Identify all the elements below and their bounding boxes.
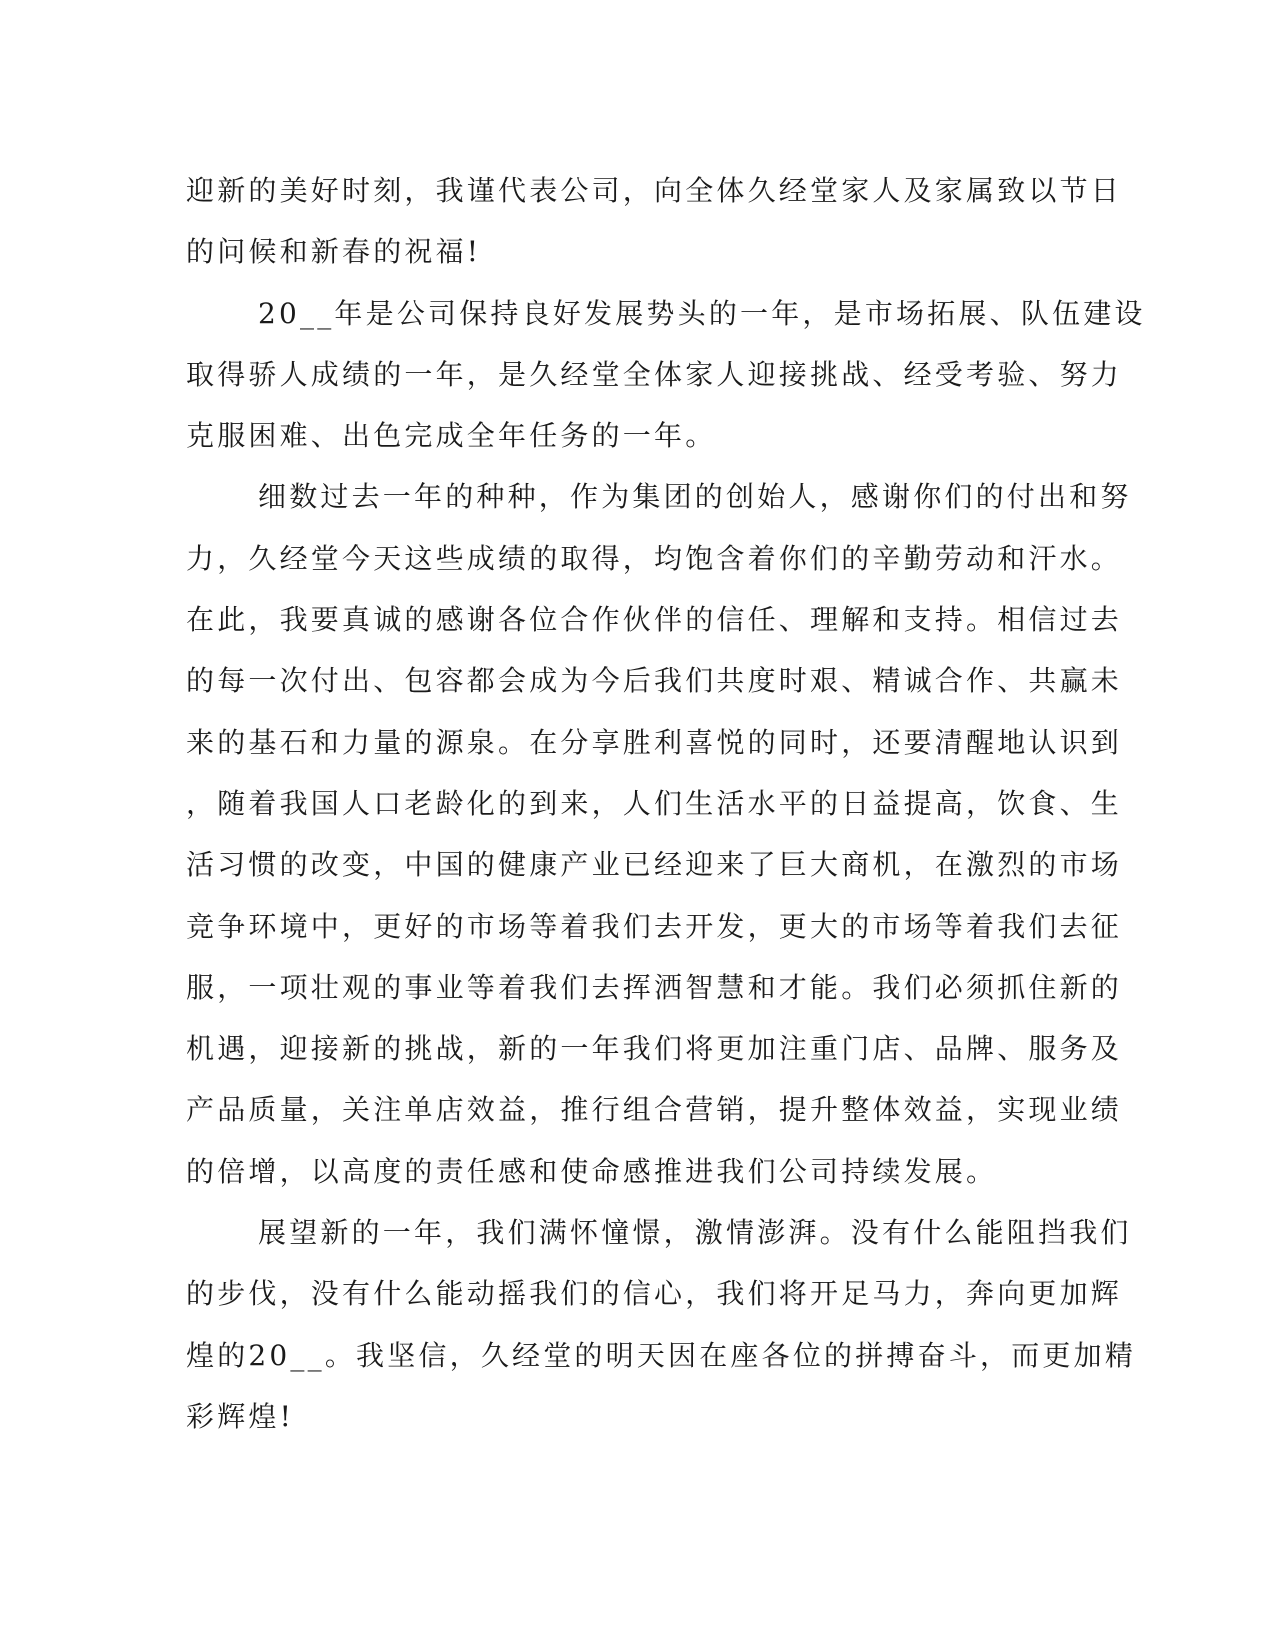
- text-line: 煌的20__。我坚信，久经堂的明天因在座各位的拼搏奋斗，而更加精: [186, 1338, 1137, 1372]
- text-line: 彩辉煌!: [186, 1399, 295, 1433]
- text-line: 产品质量，关注单店效益，推行组合营销，提升整体效益，实现业绩: [186, 1093, 1123, 1127]
- text-line: 的每一次付出、包容都会成为今后我们共度时艰、精诚合作、共赢未: [186, 664, 1123, 698]
- text-line: ，随着我国人口老龄化的到来，人们生活水平的日益提高，饮食、生: [186, 786, 1123, 820]
- text-line: 迎新的美好时刻，我谨代表公司，向全体久经堂家人及家属致以节日: [186, 174, 1123, 207]
- paragraph-first-line: 展望新的一年，我们满怀憧憬，激情澎湃。没有什么能阻挡我们: [258, 1216, 1132, 1250]
- text-line: 的步伐，没有什么能动摇我们的信心，我们将开足马力，奔向更加辉: [186, 1277, 1123, 1311]
- text-line: 的问候和新春的祝福!: [186, 235, 482, 269]
- text-line: 取得骄人成绩的一年，是久经堂全体家人迎接挑战、经受考验、努力: [186, 357, 1123, 391]
- document-body: [186, 160, 1146, 1447]
- text-line: 来的基石和力量的源泉。在分享胜利喜悦的同时，还要清醒地认识到: [186, 725, 1123, 759]
- paragraph-first-line: 细数过去一年的种种，作为集团的创始人，感谢你们的付出和努: [258, 480, 1132, 514]
- text-line: 力，久经堂今天这些成绩的取得，均饱含着你们的辛勤劳动和汗水。: [186, 541, 1123, 575]
- text-line: 克服困难、出色完成全年任务的一年。: [186, 419, 717, 453]
- text-line: 的倍增，以高度的责任感和使命感推进我们公司持续发展。: [186, 1154, 998, 1188]
- text-line: 服，一项壮观的事业等着我们去挥洒智慧和才能。我们必须抓住新的: [186, 970, 1123, 1004]
- text-line: 机遇，迎接新的挑战，新的一年我们将更加注重门店、品牌、服务及: [186, 1032, 1123, 1066]
- text-line: 在此，我要真诚的感谢各位合作伙伴的信任、理解和支持。相信过去: [186, 603, 1123, 637]
- paragraph-first-line: 20__年是公司保持良好发展势头的一年，是市场拓展、队伍建设: [258, 296, 1146, 330]
- text-line: 竞争环境中，更好的市场等着我们去开发，更大的市场等着我们去征: [186, 909, 1123, 943]
- text-line: 活习惯的改变，中国的健康产业已经迎来了巨大商机，在激烈的市场: [186, 848, 1123, 882]
